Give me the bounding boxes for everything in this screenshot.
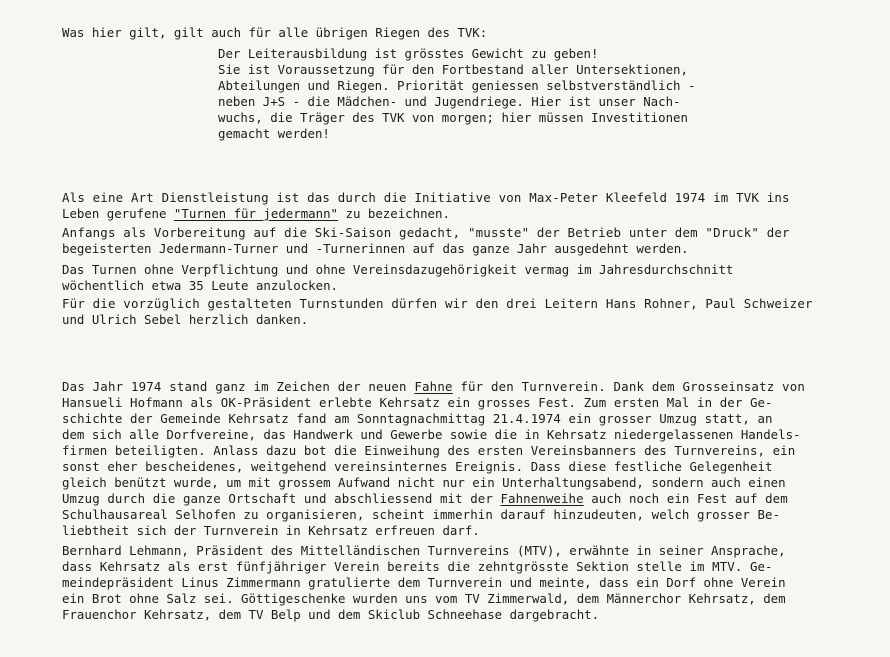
quote-line: Abteilungen und Riegen. Priorität geniessen selbstverständlich - <box>218 78 696 93</box>
quote-line: Sie ist Voraussetzung für den Fortbestand aller Untersektionen, <box>218 62 688 77</box>
fahne-line: schichte der Gemeinde Kehrsatz fand am Sonntagnachmittag 21.4.1974 ein grosser Umzug statt, an <box>62 411 773 426</box>
fahne-line: dem sich alle Dorfvereine, das Handwerk und Gewerbe sowie die in Kehrsatz niedergelassenen Handels- <box>62 427 801 442</box>
lehmann-line: meindepräsident Linus Zimmermann gratulierte dem Turnverein und meinte, dass ein Dorf ohne Verein <box>62 575 786 590</box>
text-span: auch noch ein Fest auf dem <box>583 491 788 506</box>
quote-line: wuchs, die Träger des TVK von morgen; hier müssen Investitionen <box>218 110 688 125</box>
jedermann-line: Das Turnen ohne Verpflichtung und ohne Vereinsdazugehörigkeit vermag im Jahresdurchschnitt <box>62 262 734 277</box>
fahne-line: Hansueli Hofmann als OK-Präsident erlebte Kehrsatz ein grosses Fest. Zum ersten Mal in der Ge- <box>62 395 773 410</box>
text-span: Umzug durch die ganze Ortschaft und abschliessend mit der <box>62 491 501 506</box>
jedermann-line: Für die vorzüglich gestalteten Turnstunden dürfen wir den drei Leitern Hans Rohner, Paul Schweizer <box>62 296 813 311</box>
quote-line: gemacht werden! <box>218 126 330 141</box>
text-span: für den Turnverein. Dank dem Grosseinsatz von <box>452 379 806 394</box>
jedermann-line: und Ulrich Sebel herzlich danken. <box>62 312 309 327</box>
intro-text: Was hier gilt, gilt auch für alle übrigen Riegen des TVK: <box>62 25 488 40</box>
fahne-line <box>62 491 788 507</box>
fahne-line: gleich benützt wurde, um mit grossem Aufwand nicht nur ein Unterhaltungsabend, sondern auch einen <box>62 475 786 490</box>
fahne-line: sonst eher bescheidenes, weitgehend vereinsinternes Ereignis. Dass diese festliche Gelegenheit <box>62 459 773 474</box>
jedermann-line: begeisterten Jedermann-Turner und -Turnerinnen auf das ganze Jahr ausgedehnt werden. <box>62 241 689 256</box>
jedermann-line: Anfangs als Vorbereitung auf die Ski-Saison gedacht, "musste" der Betrieb unter dem "Druck" der <box>62 225 790 240</box>
fahne-line: liebtheit sich der Turnverein in Kehrsatz erfreuen darf. <box>62 523 480 538</box>
text-span: Leben gerufene <box>62 206 174 221</box>
fahne-line: Schulhausareal Selhofen zu organisieren, scheint immerhin darauf hinzudeuten, welch grosser Be- <box>62 507 781 522</box>
text-span: Das Jahr 1974 stand ganz im Zeichen der neuen <box>62 379 415 394</box>
jedermann-line: wöchentlich etwa 35 Leute anzulocken. <box>62 278 339 293</box>
lehmann-line: Frauenchor Kehrsatz, dem TV Belp und dem Skiclub Schneehase dargebracht. <box>62 607 600 622</box>
lehmann-line: dass Kehrsatz als erst fünfjähriger Verein bereits die zehntgrösste Sektion stelle im MTV. Ge- <box>62 559 773 574</box>
lehmann-line: ein Brot ohne Salz sei. Göttigeschenke wurden uns vom TV Zimmerwald, dem Männerchor Kehrsatz, dem <box>62 591 786 606</box>
fahne-line <box>62 379 805 395</box>
underlined-term: Fahne <box>414 379 453 394</box>
quote-line: Der Leiterausbildung ist grösstes Gewicht zu geben! <box>218 46 599 61</box>
quote-line: neben J+S - die Mädchen- und Jugendriege. Hier ist unser Nach- <box>218 94 681 109</box>
underlined-term: "Turnen für jedermann" <box>173 206 339 221</box>
underlined-term: Fahnenweihe <box>500 491 584 506</box>
lehmann-line: Bernhard Lehmann, Präsident des Mittelländischen Turnvereins (MTV), erwähnte in seiner Ansprache, <box>62 543 786 558</box>
fahne-line: firmen beteiligten. Anlass dazu bot die Einweihung des ersten Vereinsbanners des Turnvereins, ein <box>62 443 796 458</box>
text-span: zu bezeichnen. <box>338 206 450 221</box>
jedermann-line <box>62 206 450 222</box>
jedermann-line: Als eine Art Dienstleistung ist das durch die Initiative von Max-Peter Kleefeld 1974 im TVK ins <box>62 190 790 205</box>
